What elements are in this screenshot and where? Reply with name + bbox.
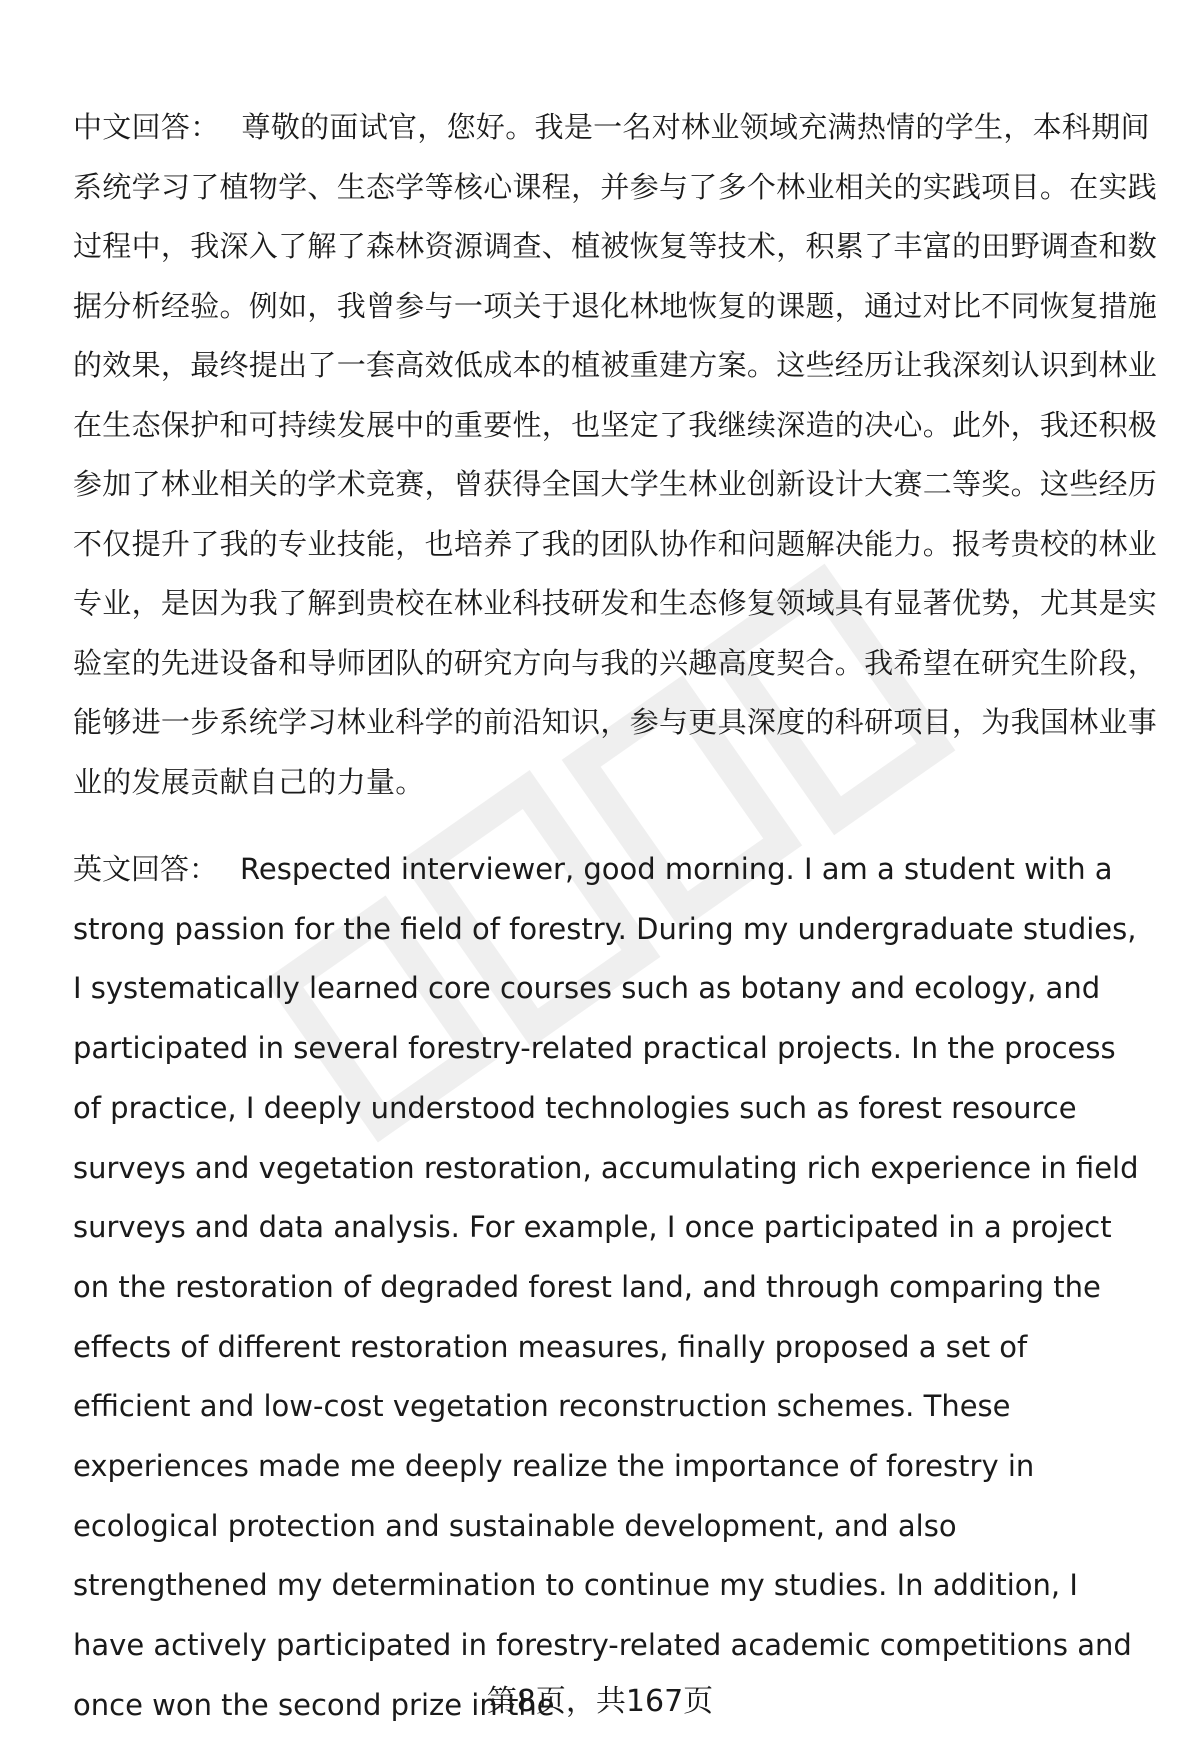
chinese-answer-paragraph [73,98,1158,812]
chinese-answer-text: 尊敬的面试官，您好。我是一名对林业领域充满热情的学生，本科期间系统学习了植物学、生态学等核心课程，并参与了多个林业相关的实践项目。在实践过程中，我深入了解了森林资源调查、植被恢复等技术，积累了丰富的田野调查和数据分析经验。例如，我曾参与一项关于退化林地恢复的课题，通过对比不同恢复措施的效果，最终提出了一套高效低成本的植被重建方案。这些经历让我深刻认识到林业在生态保护和可持续发展中的重要性，也坚定了我继续深造的决心。此外，我还积极参加了林业相关的学术竞赛，曾获得全国大学生林业创新设计大赛二等奖。这些经历不仅提升了我的专业技能，也培养了我的团队协作和问题解决能力。报考贵校的林业专业，是因为我了解到贵校在林业科技研发和生态修复领域具有显著优势，尤其是实验室的先进设备和导师团队的研究方向与我的兴趣高度契合。我希望在研究生阶段，能够进一步系统学习林业科学的前沿知识，参与更具深度的科研项目，为我国林业事业的发展贡献自己的力量。 [73,110,1158,799]
page-number: 第8页，共167页 [486,1684,714,1719]
english-answer-paragraph [73,840,1148,1736]
english-answer-label: 英文回答： [73,852,219,886]
chinese-answer-label: 中文回答： [73,110,220,144]
english-answer-text: Respected interviewer, good morning. I am a student with a strong passion for the field of forestry. During my undergraduate studies, I systematically learned core courses such as botany and ecology, and participated in several forestry-related practical projects. In the process of practice, I deeply understood technologies such as forest resource surveys and vegetation restoration, accumulating rich experience in field surveys and data analysis. For example, I once participated in a project on the restoration of degraded forest land, and through comparing the effects of different restoration measures, finally proposed a set of efficient and low-cost vegetation reconstruction schemes. These experiences made me deeply realize the importance of forestry in ecological protection and sustainable development, and also strengthened my determination to continue my studies. In addition, I have actively participated in forestry-related academic competitions and once won the second prize in the [73,852,1139,1722]
